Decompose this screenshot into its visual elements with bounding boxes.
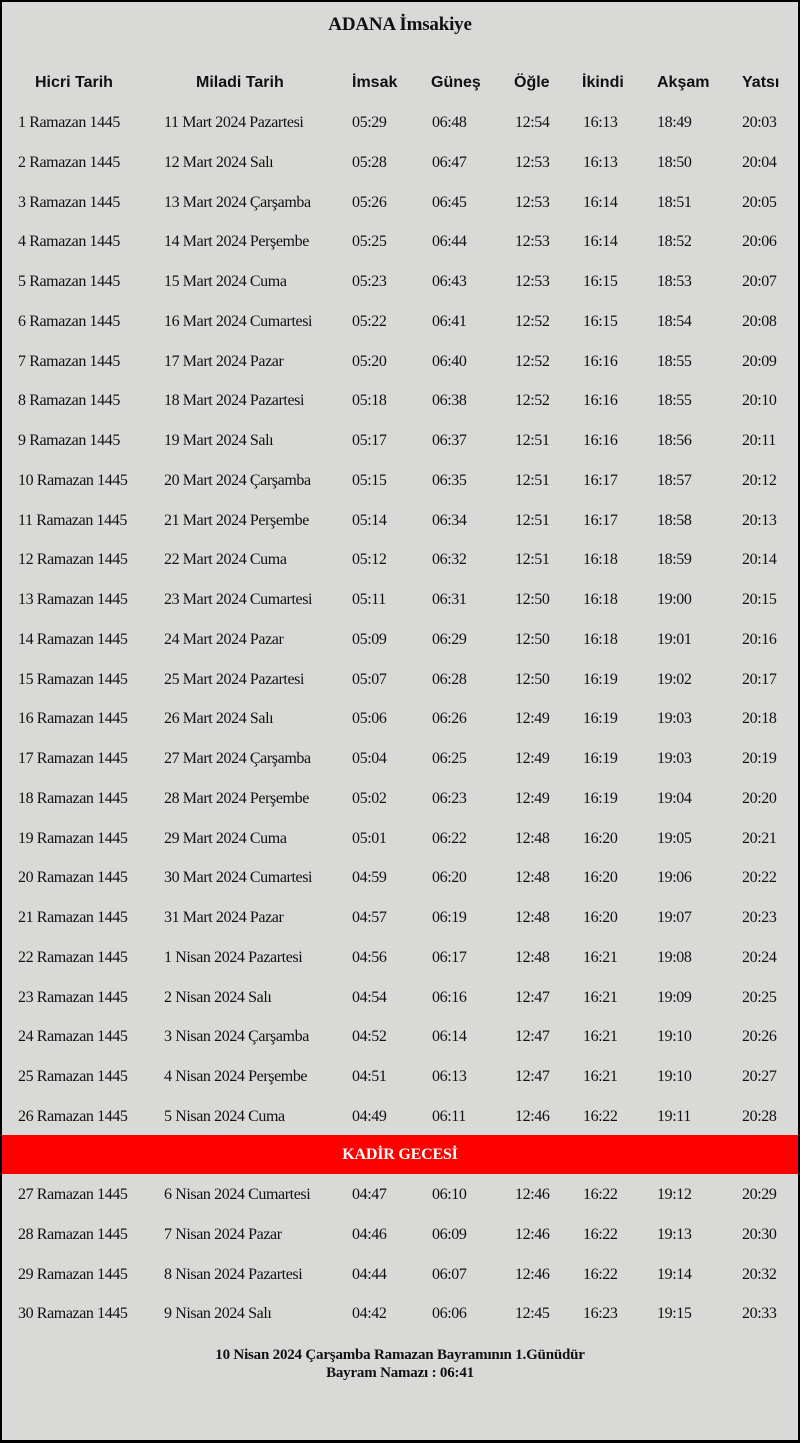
cell-gunes: 06:37 <box>432 432 467 449</box>
cell-miladi-tarih: 29 Mart 2024 Cuma <box>164 829 287 847</box>
cell-imsak: 05:29 <box>352 114 387 131</box>
cell-ikindi: 16:19 <box>583 710 618 728</box>
table-row <box>0 938 800 978</box>
cell-gunes: 06:44 <box>432 233 467 251</box>
cell-miladi-tarih: 19 Mart 2024 Salı <box>164 432 274 449</box>
cell-gunes: 06:11 <box>432 1107 466 1125</box>
cell-gunes: 06:31 <box>432 591 467 608</box>
cell-gunes: 06:41 <box>432 312 467 330</box>
cell-imsak: 05:12 <box>352 551 387 569</box>
cell-imsak: 05:28 <box>352 153 387 171</box>
cell-ikindi: 16:22 <box>583 1265 618 1283</box>
table-row <box>0 183 800 223</box>
cell-ikindi: 16:16 <box>583 392 618 410</box>
table-row <box>0 660 800 700</box>
cell-ogle: 12:49 <box>515 710 550 728</box>
cell-imsak: 04:47 <box>352 1186 387 1203</box>
cell-aksam: 19:11 <box>657 1107 691 1125</box>
cell-gunes: 06:35 <box>432 471 467 489</box>
cell-aksam: 18:54 <box>657 312 692 330</box>
cell-yatsi: 20:09 <box>742 352 777 370</box>
cell-ogle: 12:48 <box>515 909 550 926</box>
cell-ogle: 12:51 <box>515 551 550 569</box>
cell-imsak: 05:25 <box>352 233 387 251</box>
bayram-note: 10 Nisan 2024 Çarşamba Ramazan Bayramının 1.Günüdür <box>215 1347 585 1363</box>
cell-ikindi: 16:22 <box>583 1225 618 1243</box>
cell-hicri-tarih: 10 Ramazan 1445 <box>18 471 128 489</box>
table-row <box>0 779 800 819</box>
cell-hicri-tarih: 22 Ramazan 1445 <box>18 948 128 966</box>
cell-imsak: 05:02 <box>352 789 387 807</box>
cell-ogle: 12:52 <box>515 352 550 370</box>
cell-hicri-tarih: 7 Ramazan 1445 <box>18 352 120 370</box>
cell-yatsi: 20:05 <box>742 193 777 211</box>
cell-aksam: 19:00 <box>657 591 692 608</box>
cell-yatsi: 20:23 <box>742 909 777 926</box>
cell-gunes: 06:09 <box>432 1225 467 1243</box>
cell-miladi-tarih: 13 Mart 2024 Çarşamba <box>164 193 311 211</box>
table-row <box>0 898 800 938</box>
table-row <box>0 302 800 342</box>
table-row <box>0 580 800 620</box>
cell-imsak: 05:20 <box>352 352 387 370</box>
header-gunes: Güneş <box>431 74 481 91</box>
table-row <box>0 819 800 859</box>
cell-imsak: 05:22 <box>352 312 387 330</box>
cell-yatsi: 20:24 <box>742 948 777 966</box>
cell-yatsi: 20:27 <box>742 1068 777 1085</box>
kadir-gecesi-banner: KADİR GECESİ <box>2 1135 798 1174</box>
cell-yatsi: 20:20 <box>742 789 777 807</box>
cell-imsak: 04:46 <box>352 1225 387 1243</box>
cell-aksam: 18:58 <box>657 511 692 529</box>
cell-ikindi: 16:14 <box>583 233 618 251</box>
cell-gunes: 06:23 <box>432 789 467 807</box>
cell-ikindi: 16:22 <box>583 1107 618 1125</box>
cell-ikindi: 16:17 <box>583 511 618 529</box>
table-row <box>0 1057 800 1097</box>
table-row <box>0 699 800 739</box>
header-hicri-tarih: Hicri Tarih <box>35 74 113 91</box>
cell-yatsi: 20:21 <box>742 829 777 847</box>
cell-imsak: 04:56 <box>352 948 387 966</box>
cell-miladi-tarih: 24 Mart 2024 Pazar <box>164 630 284 648</box>
cell-miladi-tarih: 8 Nisan 2024 Pazartesi <box>164 1265 303 1283</box>
cell-yatsi: 20:13 <box>742 511 777 529</box>
cell-ikindi: 16:21 <box>583 1028 618 1046</box>
cell-miladi-tarih: 12 Mart 2024 Salı <box>164 153 274 171</box>
cell-yatsi: 20:32 <box>742 1265 777 1283</box>
table-row <box>0 620 800 660</box>
cell-miladi-tarih: 6 Nisan 2024 Cumartesi <box>164 1186 311 1203</box>
cell-hicri-tarih: 18 Ramazan 1445 <box>18 789 128 807</box>
cell-aksam: 18:52 <box>657 233 692 251</box>
cell-hicri-tarih: 13 Ramazan 1445 <box>18 591 128 608</box>
cell-gunes: 06:19 <box>432 909 467 926</box>
cell-gunes: 06:26 <box>432 710 467 728</box>
table-row <box>0 978 800 1018</box>
cell-ogle: 12:51 <box>515 432 550 449</box>
cell-hicri-tarih: 29 Ramazan 1445 <box>18 1265 128 1283</box>
cell-hicri-tarih: 15 Ramazan 1445 <box>18 670 128 688</box>
cell-gunes: 06:22 <box>432 829 467 847</box>
cell-hicri-tarih: 1 Ramazan 1445 <box>18 114 120 131</box>
cell-yatsi: 20:14 <box>742 551 777 569</box>
cell-imsak: 05:06 <box>352 710 387 728</box>
cell-gunes: 06:06 <box>432 1305 467 1323</box>
cell-yatsi: 20:16 <box>742 630 777 648</box>
table-row <box>0 501 800 541</box>
cell-aksam: 19:02 <box>657 670 692 688</box>
table-row <box>0 1294 800 1334</box>
cell-ogle: 12:52 <box>515 312 550 330</box>
cell-yatsi: 20:17 <box>742 670 777 688</box>
cell-miladi-tarih: 9 Nisan 2024 Salı <box>164 1305 272 1323</box>
cell-yatsi: 20:15 <box>742 591 777 608</box>
cell-ikindi: 16:18 <box>583 630 618 648</box>
cell-ikindi: 16:13 <box>583 114 618 131</box>
cell-gunes: 06:38 <box>432 392 467 410</box>
cell-yatsi: 20:11 <box>742 432 776 449</box>
table-row <box>0 222 800 262</box>
cell-miladi-tarih: 21 Mart 2024 Perşembe <box>164 511 309 529</box>
cell-hicri-tarih: 3 Ramazan 1445 <box>18 193 120 211</box>
cell-miladi-tarih: 11 Mart 2024 Pazartesi <box>164 114 304 131</box>
cell-ikindi: 16:13 <box>583 153 618 171</box>
cell-ogle: 12:53 <box>515 193 550 211</box>
cell-aksam: 19:05 <box>657 829 692 847</box>
cell-gunes: 06:40 <box>432 352 467 370</box>
cell-ogle: 12:50 <box>515 670 550 688</box>
cell-ikindi: 16:19 <box>583 670 618 688</box>
cell-imsak: 05:04 <box>352 750 387 767</box>
cell-ogle: 12:48 <box>515 869 550 887</box>
cell-yatsi: 20:29 <box>742 1186 777 1203</box>
cell-miladi-tarih: 30 Mart 2024 Cumartesi <box>164 869 313 887</box>
cell-aksam: 18:51 <box>657 193 692 211</box>
cell-ogle: 12:46 <box>515 1107 550 1125</box>
cell-miladi-tarih: 16 Mart 2024 Cumartesi <box>164 312 313 330</box>
cell-hicri-tarih: 8 Ramazan 1445 <box>18 392 120 410</box>
cell-ogle: 12:51 <box>515 511 550 529</box>
cell-aksam: 19:12 <box>657 1186 692 1203</box>
cell-miladi-tarih: 15 Mart 2024 Cuma <box>164 273 287 290</box>
table-header-row <box>0 63 800 103</box>
cell-miladi-tarih: 1 Nisan 2024 Pazartesi <box>164 948 303 966</box>
cell-gunes: 06:43 <box>432 273 467 290</box>
cell-imsak: 04:51 <box>352 1068 387 1085</box>
cell-hicri-tarih: 11 Ramazan 1445 <box>18 511 127 529</box>
table-row <box>0 461 800 501</box>
table-row <box>0 381 800 421</box>
cell-ikindi: 16:22 <box>583 1186 618 1203</box>
cell-ikindi: 16:16 <box>583 432 618 449</box>
table-row <box>0 1175 800 1215</box>
cell-miladi-tarih: 5 Nisan 2024 Cuma <box>164 1107 285 1125</box>
cell-ikindi: 16:23 <box>583 1305 618 1323</box>
cell-aksam: 19:13 <box>657 1225 692 1243</box>
cell-ikindi: 16:16 <box>583 352 618 370</box>
cell-gunes: 06:45 <box>432 193 467 211</box>
cell-aksam: 19:14 <box>657 1265 692 1283</box>
header-aksam: Akşam <box>657 74 710 91</box>
cell-yatsi: 20:03 <box>742 114 777 131</box>
cell-aksam: 18:50 <box>657 153 692 171</box>
cell-aksam: 18:53 <box>657 273 692 290</box>
cell-ogle: 12:50 <box>515 591 550 608</box>
cell-aksam: 19:10 <box>657 1028 692 1046</box>
cell-ikindi: 16:14 <box>583 193 618 211</box>
cell-aksam: 19:03 <box>657 750 692 767</box>
cell-aksam: 19:10 <box>657 1068 692 1085</box>
cell-yatsi: 20:07 <box>742 273 777 290</box>
cell-miladi-tarih: 4 Nisan 2024 Perşembe <box>164 1068 308 1085</box>
cell-yatsi: 20:33 <box>742 1305 777 1323</box>
cell-gunes: 06:14 <box>432 1028 467 1046</box>
cell-imsak: 05:15 <box>352 471 387 489</box>
cell-miladi-tarih: 7 Nisan 2024 Pazar <box>164 1225 282 1243</box>
cell-ogle: 12:47 <box>515 988 550 1006</box>
cell-ikindi: 16:20 <box>583 829 618 847</box>
cell-miladi-tarih: 28 Mart 2024 Perşembe <box>164 789 309 807</box>
cell-miladi-tarih: 26 Mart 2024 Salı <box>164 710 274 728</box>
cell-ogle: 12:46 <box>515 1265 550 1283</box>
cell-aksam: 19:04 <box>657 789 692 807</box>
cell-ikindi: 16:17 <box>583 471 618 489</box>
cell-gunes: 06:10 <box>432 1186 467 1203</box>
cell-gunes: 06:20 <box>432 869 467 887</box>
cell-aksam: 19:08 <box>657 948 692 966</box>
cell-yatsi: 20:25 <box>742 988 777 1006</box>
cell-miladi-tarih: 31 Mart 2024 Pazar <box>164 909 284 926</box>
cell-ikindi: 16:18 <box>583 551 618 569</box>
cell-imsak: 05:09 <box>352 630 387 648</box>
cell-aksam: 19:01 <box>657 630 692 648</box>
table-row <box>0 262 800 302</box>
cell-gunes: 06:25 <box>432 750 467 767</box>
cell-gunes: 06:48 <box>432 114 467 131</box>
cell-ogle: 12:54 <box>515 114 550 131</box>
cell-yatsi: 20:19 <box>742 750 777 767</box>
page-title: ADANA İmsakiye <box>328 14 472 35</box>
cell-miladi-tarih: 17 Mart 2024 Pazar <box>164 352 284 370</box>
cell-hicri-tarih: 26 Ramazan 1445 <box>18 1107 128 1125</box>
cell-ogle: 12:53 <box>515 273 550 290</box>
cell-ikindi: 16:20 <box>583 869 618 887</box>
cell-hicri-tarih: 19 Ramazan 1445 <box>18 829 128 847</box>
cell-ogle: 12:52 <box>515 392 550 410</box>
cell-aksam: 18:49 <box>657 114 692 131</box>
cell-ogle: 12:46 <box>515 1225 550 1243</box>
cell-ikindi: 16:21 <box>583 1068 618 1085</box>
header-ikindi: İkindi <box>582 74 624 91</box>
cell-imsak: 05:17 <box>352 432 387 449</box>
cell-ogle: 12:45 <box>515 1305 550 1323</box>
table-row <box>0 739 800 779</box>
cell-miladi-tarih: 3 Nisan 2024 Çarşamba <box>164 1028 309 1046</box>
cell-yatsi: 20:10 <box>742 392 777 410</box>
header-yatsi: Yatsı <box>742 74 780 91</box>
cell-yatsi: 20:18 <box>742 710 777 728</box>
bayram-namazi-time: Bayram Namazı : 06:41 <box>326 1365 474 1381</box>
cell-imsak: 05:18 <box>352 392 387 410</box>
cell-aksam: 19:09 <box>657 988 692 1006</box>
cell-hicri-tarih: 16 Ramazan 1445 <box>18 710 128 728</box>
cell-imsak: 04:54 <box>352 988 387 1006</box>
cell-ogle: 12:49 <box>515 750 550 767</box>
cell-yatsi: 20:06 <box>742 233 777 251</box>
cell-gunes: 06:16 <box>432 988 467 1006</box>
table-row <box>0 1017 800 1057</box>
cell-gunes: 06:47 <box>432 153 467 171</box>
cell-imsak: 05:11 <box>352 591 386 608</box>
cell-aksam: 18:57 <box>657 471 692 489</box>
table-row <box>0 1255 800 1295</box>
cell-imsak: 04:44 <box>352 1265 387 1283</box>
cell-hicri-tarih: 6 Ramazan 1445 <box>18 312 120 330</box>
cell-hicri-tarih: 25 Ramazan 1445 <box>18 1068 128 1085</box>
table-row <box>0 103 800 143</box>
cell-aksam: 19:06 <box>657 869 692 887</box>
cell-hicri-tarih: 2 Ramazan 1445 <box>18 153 120 171</box>
cell-gunes: 06:32 <box>432 551 467 569</box>
cell-imsak: 05:14 <box>352 511 387 529</box>
cell-hicri-tarih: 12 Ramazan 1445 <box>18 551 128 569</box>
cell-yatsi: 20:22 <box>742 869 777 887</box>
cell-gunes: 06:07 <box>432 1265 467 1283</box>
cell-imsak: 04:42 <box>352 1305 387 1323</box>
cell-ogle: 12:47 <box>515 1068 550 1085</box>
table-row <box>0 143 800 183</box>
cell-ogle: 12:53 <box>515 233 550 251</box>
table-row <box>0 540 800 580</box>
cell-hicri-tarih: 30 Ramazan 1445 <box>18 1305 128 1323</box>
cell-ogle: 12:51 <box>515 471 550 489</box>
cell-yatsi: 20:12 <box>742 471 777 489</box>
cell-ikindi: 16:18 <box>583 591 618 608</box>
cell-miladi-tarih: 25 Mart 2024 Pazartesi <box>164 670 305 688</box>
cell-miladi-tarih: 18 Mart 2024 Pazartesi <box>164 392 305 410</box>
cell-aksam: 19:03 <box>657 710 692 728</box>
cell-hicri-tarih: 23 Ramazan 1445 <box>18 988 128 1006</box>
cell-yatsi: 20:08 <box>742 312 777 330</box>
cell-aksam: 18:55 <box>657 352 692 370</box>
cell-yatsi: 20:04 <box>742 153 777 171</box>
cell-hicri-tarih: 4 Ramazan 1445 <box>18 233 120 251</box>
table-row <box>0 1097 800 1137</box>
cell-ikindi: 16:20 <box>583 909 618 926</box>
cell-imsak: 05:07 <box>352 670 387 688</box>
table-row <box>0 421 800 461</box>
header-ogle: Öğle <box>514 74 550 91</box>
cell-miladi-tarih: 14 Mart 2024 Perşembe <box>164 233 309 251</box>
cell-gunes: 06:13 <box>432 1068 467 1085</box>
cell-hicri-tarih: 28 Ramazan 1445 <box>18 1225 128 1243</box>
table-row <box>0 1215 800 1255</box>
cell-imsak: 04:59 <box>352 869 387 887</box>
cell-miladi-tarih: 22 Mart 2024 Cuma <box>164 551 287 569</box>
cell-hicri-tarih: 17 Ramazan 1445 <box>18 750 128 767</box>
cell-aksam: 18:56 <box>657 432 692 449</box>
cell-gunes: 06:28 <box>432 670 467 688</box>
cell-miladi-tarih: 27 Mart 2024 Çarşamba <box>164 750 311 767</box>
header-miladi-tarih: Miladi Tarih <box>196 74 284 91</box>
cell-ikindi: 16:21 <box>583 988 618 1006</box>
cell-ogle: 12:48 <box>515 948 550 966</box>
cell-imsak: 04:49 <box>352 1107 387 1125</box>
cell-aksam: 18:55 <box>657 392 692 410</box>
cell-hicri-tarih: 21 Ramazan 1445 <box>18 909 128 926</box>
table-row <box>0 858 800 898</box>
cell-gunes: 06:29 <box>432 630 467 648</box>
cell-imsak: 05:23 <box>352 273 387 290</box>
cell-ikindi: 16:21 <box>583 948 618 966</box>
cell-imsak: 04:52 <box>352 1028 387 1046</box>
cell-miladi-tarih: 20 Mart 2024 Çarşamba <box>164 471 311 489</box>
cell-gunes: 06:17 <box>432 948 467 966</box>
cell-ikindi: 16:19 <box>583 750 618 767</box>
cell-hicri-tarih: 20 Ramazan 1445 <box>18 869 128 887</box>
table-row <box>0 342 800 382</box>
cell-ogle: 12:49 <box>515 789 550 807</box>
cell-imsak: 05:01 <box>352 829 387 847</box>
cell-hicri-tarih: 24 Ramazan 1445 <box>18 1028 128 1046</box>
cell-ogle: 12:47 <box>515 1028 550 1046</box>
cell-hicri-tarih: 14 Ramazan 1445 <box>18 630 128 648</box>
cell-miladi-tarih: 2 Nisan 2024 Salı <box>164 988 272 1006</box>
cell-ikindi: 16:19 <box>583 789 618 807</box>
cell-hicri-tarih: 5 Ramazan 1445 <box>18 273 120 290</box>
cell-hicri-tarih: 9 Ramazan 1445 <box>18 432 120 449</box>
cell-yatsi: 20:30 <box>742 1225 777 1243</box>
cell-gunes: 06:34 <box>432 511 467 529</box>
cell-aksam: 18:59 <box>657 551 692 569</box>
cell-ikindi: 16:15 <box>583 273 618 290</box>
header-imsak: İmsak <box>352 74 398 91</box>
cell-miladi-tarih: 23 Mart 2024 Cumartesi <box>164 591 313 608</box>
cell-aksam: 19:07 <box>657 909 692 926</box>
cell-ogle: 12:48 <box>515 829 550 847</box>
cell-yatsi: 20:28 <box>742 1107 777 1125</box>
cell-ikindi: 16:15 <box>583 312 618 330</box>
cell-imsak: 04:57 <box>352 909 387 926</box>
cell-ogle: 12:53 <box>515 153 550 171</box>
cell-hicri-tarih: 27 Ramazan 1445 <box>18 1186 128 1203</box>
cell-yatsi: 20:26 <box>742 1028 777 1046</box>
cell-imsak: 05:26 <box>352 193 387 211</box>
cell-ogle: 12:46 <box>515 1186 550 1203</box>
cell-aksam: 19:15 <box>657 1305 692 1323</box>
cell-ogle: 12:50 <box>515 630 550 648</box>
